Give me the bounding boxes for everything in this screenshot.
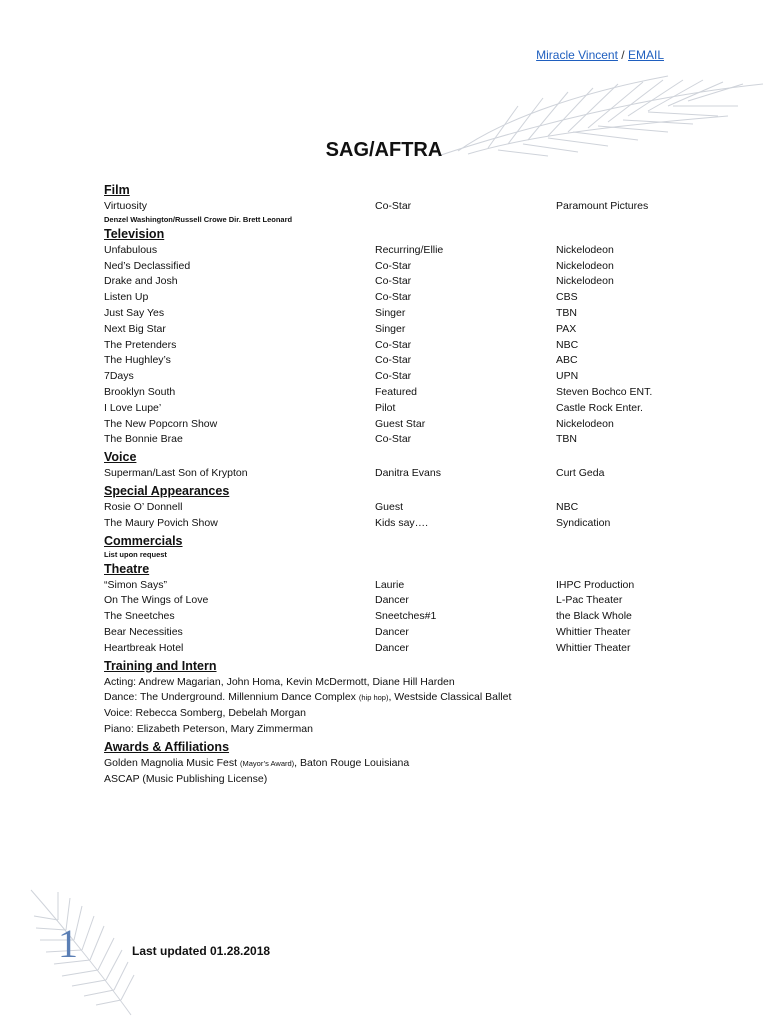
- credit-company: UPN: [556, 370, 579, 383]
- section-heading-television: Television: [104, 226, 165, 241]
- credit-title: Virtuosity: [104, 200, 147, 212]
- credit-row: [104, 609, 684, 625]
- section-heading-training: Training and Intern: [104, 658, 217, 673]
- credit-title: 7Days: [104, 370, 134, 383]
- credit-company: Castle Rock Enter.: [556, 401, 643, 414]
- credit-title: The Bonnie Brae: [104, 433, 183, 446]
- credit-role: Co-Star: [375, 291, 412, 304]
- credit-title: Unfabulous: [104, 243, 158, 256]
- credit-role: Co-Star: [375, 338, 412, 351]
- credit-title: The Sneetches: [104, 610, 175, 623]
- credit-row: [104, 516, 684, 532]
- award-text-end: , Baton Rouge Louisiana: [294, 756, 410, 769]
- section-heading-theatre: Theatre: [104, 561, 150, 576]
- credit-role: Dancer: [375, 594, 409, 607]
- credit-title: The Hughley’s: [104, 354, 171, 367]
- credit-company: NBC: [556, 338, 579, 351]
- credit-title: Bear Necessities: [104, 625, 183, 638]
- credit-row: [104, 432, 684, 448]
- credit-row: [104, 259, 684, 275]
- credit-role: Kids say….: [375, 516, 429, 529]
- credit-role: Co-Star: [375, 200, 412, 212]
- credit-role: Pilot: [375, 401, 396, 414]
- credit-role: Laurie: [375, 578, 405, 591]
- credit-title: Just Say Yes: [104, 306, 165, 319]
- credit-row: [104, 500, 684, 516]
- training-voice: Voice: Rebecca Somberg, Debelah Morgan: [104, 707, 306, 720]
- section-heading-voice: Voice: [104, 450, 137, 465]
- credit-title: Next Big Star: [104, 322, 166, 335]
- credit-title: The Pretenders: [104, 338, 177, 351]
- credit-row: [104, 290, 684, 306]
- credit-company: CBS: [556, 291, 578, 304]
- training-dance-text-end: , Westside Classical Ballet: [388, 691, 512, 704]
- credit-company: IHPC Production: [556, 578, 635, 591]
- page-number: 1: [58, 921, 78, 966]
- credit-row: [104, 466, 684, 482]
- training-dance-style: (hip hop): [358, 693, 389, 703]
- credit-title: Drake and Josh: [104, 275, 178, 288]
- credit-company: Nickelodeon: [556, 417, 614, 430]
- credit-role: Featured: [375, 385, 418, 398]
- award-golden-magnolia: [104, 756, 684, 772]
- credit-role: Co-Star: [375, 370, 412, 383]
- credit-company: Steven Bochco ENT.: [556, 385, 653, 398]
- section-heading-film: Film: [104, 183, 130, 197]
- credit-row: [104, 353, 684, 369]
- credit-company: PAX: [556, 322, 577, 335]
- header-separator: /: [621, 48, 625, 62]
- name-link[interactable]: Miracle Vincent: [536, 48, 618, 62]
- credit-title: “Simon Says”: [104, 578, 168, 591]
- credit-row: [104, 401, 684, 417]
- feather-decoration-icon: [26, 880, 146, 1020]
- credit-title: The Maury Povich Show: [104, 516, 218, 529]
- credit-title: I Love Lupe’: [104, 401, 162, 414]
- credit-role: Recurring/Ellie: [375, 243, 444, 256]
- credit-title: Listen Up: [104, 291, 149, 304]
- credit-row: [104, 243, 684, 259]
- credit-row: [104, 274, 684, 290]
- resume-content: [104, 181, 684, 787]
- credit-row: [104, 338, 684, 354]
- credit-role: Singer: [375, 322, 406, 335]
- credit-company: Syndication: [556, 516, 611, 529]
- credit-row: [104, 199, 684, 215]
- credit-title: Ned’s Declassified: [104, 259, 191, 272]
- credit-company: the Black Whole: [556, 610, 632, 623]
- credit-role: Sneetches#1: [375, 610, 437, 623]
- credit-role: Guest Star: [375, 417, 426, 430]
- credit-row: [104, 417, 684, 433]
- credit-company: NBC: [556, 500, 579, 513]
- commercials-note: List upon request: [104, 549, 167, 559]
- section-heading-awards: Awards & Affiliations: [104, 739, 230, 754]
- credit-company: TBN: [556, 433, 577, 446]
- award-ascap: ASCAP (Music Publishing License): [104, 772, 268, 785]
- award-text: Golden Magnolia Music Fest: [104, 756, 240, 769]
- last-updated: Last updated 01.28.2018: [132, 944, 271, 958]
- section-heading-special-appearances: Special Appearances: [104, 483, 230, 498]
- training-dance-text: Dance: The Underground. Millennium Dance Complex: [104, 691, 359, 704]
- credit-company: Nickelodeon: [556, 275, 614, 288]
- credit-company: L-Pac Theater: [556, 594, 623, 607]
- credit-row: [104, 306, 684, 322]
- training-acting: Acting: Andrew Magarian, John Homa, Kevin McDermott, Diane Hill Harden: [104, 675, 455, 688]
- credit-title: On The Wings of Love: [104, 594, 209, 607]
- credit-company: Nickelodeon: [556, 259, 614, 272]
- credit-title: Heartbreak Hotel: [104, 641, 184, 654]
- credit-row: [104, 593, 684, 609]
- film-note: Denzel Washington/Russell Crowe Dir. Brett Leonard: [104, 214, 293, 224]
- credit-row: [104, 625, 684, 641]
- credit-role: Singer: [375, 306, 406, 319]
- training-dance: [104, 690, 684, 706]
- section-heading-commercials: Commercials: [104, 533, 183, 548]
- credit-title: Superman/Last Son of Krypton: [104, 467, 248, 480]
- credit-role: Guest: [375, 500, 404, 513]
- header-links: [536, 48, 664, 62]
- credit-title: The New Popcorn Show: [104, 417, 218, 430]
- credit-company: Nickelodeon: [556, 243, 614, 256]
- credit-company: ABC: [556, 354, 578, 367]
- credit-company: Whittier Theater: [556, 641, 631, 654]
- award-note: (Mayor’s Award): [239, 758, 295, 768]
- credit-row: [104, 385, 684, 401]
- credit-row: [104, 578, 684, 594]
- credit-row: [104, 641, 684, 657]
- credit-title: Rosie O’ Donnell: [104, 500, 183, 513]
- credit-row: [104, 369, 684, 385]
- credit-role: Co-Star: [375, 259, 412, 272]
- credit-company: Whittier Theater: [556, 625, 631, 638]
- credit-company: Paramount Pictures: [556, 200, 649, 212]
- credit-role: Co-Star: [375, 433, 412, 446]
- credit-title: Brooklyn South: [104, 385, 176, 398]
- credit-role: Co-Star: [375, 275, 412, 288]
- credit-role: Co-Star: [375, 354, 412, 367]
- credit-role: Danitra Evans: [375, 467, 441, 480]
- credit-company: Curt Geda: [556, 467, 605, 480]
- credit-row: [104, 322, 684, 338]
- page-title: SAG/AFTRA: [325, 139, 443, 161]
- training-piano: Piano: Elizabeth Peterson, Mary Zimmerman: [104, 722, 313, 735]
- credit-role: Dancer: [375, 625, 409, 638]
- credit-company: TBN: [556, 306, 577, 319]
- email-link[interactable]: EMAIL: [627, 48, 664, 62]
- credit-role: Dancer: [375, 641, 409, 654]
